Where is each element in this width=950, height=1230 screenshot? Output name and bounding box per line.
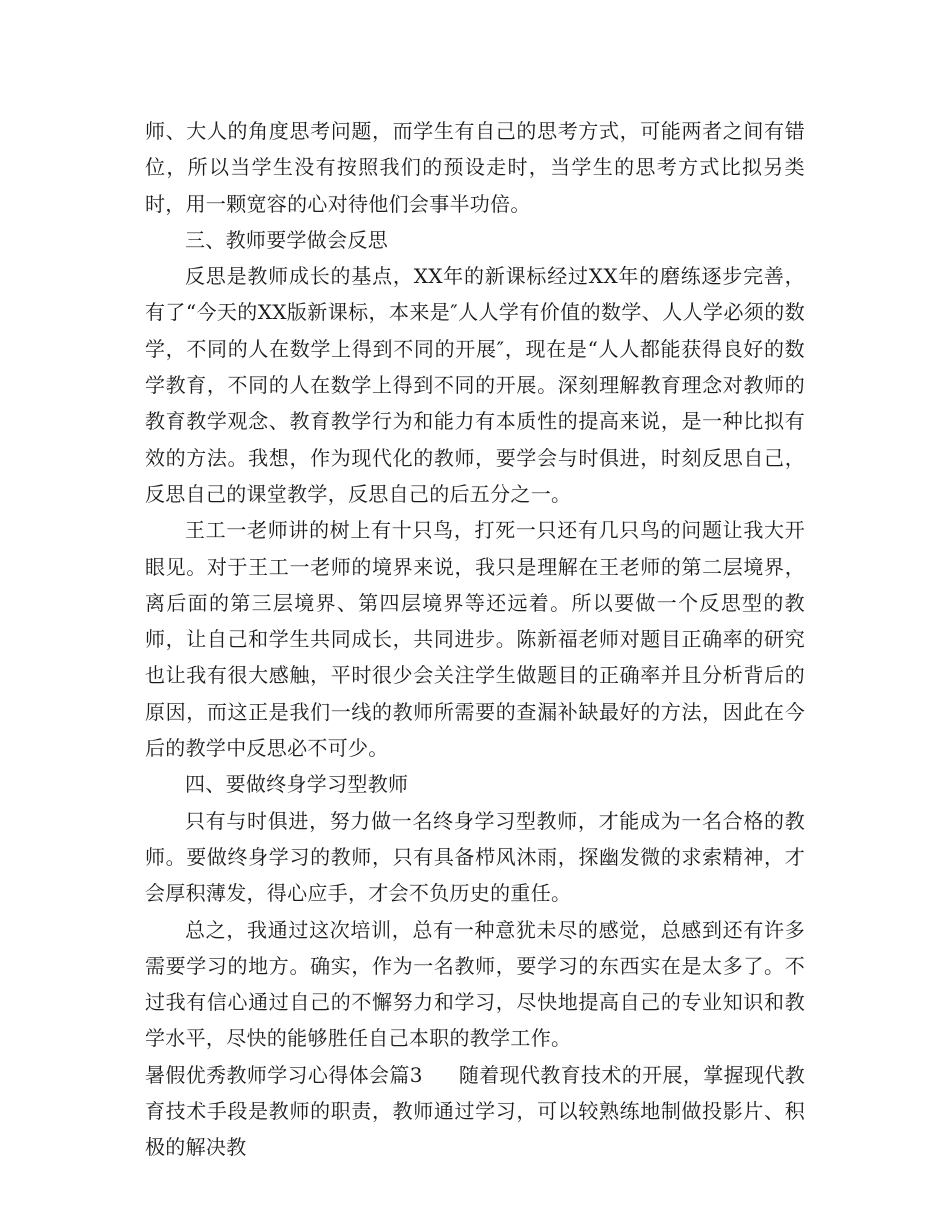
paragraph-reflection: 反思是教师成长的基点，XX年的新课标经过XX年的磨练逐步完善，有了“今天的XX版新课标，本来是″人人学有价值的数学、人人学必须的数学，不同的人在数学上得到不同的开展″，现在是“人人都能获得良好的数学教育，不同的人在数学上得到不同的开展。深刻理解教育理念对教师的教育教学观念、教育教学行为和能力有本质性的提高来说，是一种比拟有效的方法。我想，作为现代化的教师，要学会与时俱进，时刻反思自己，反思自己的课堂教学，反思自己的后五分之一。: [145, 264, 805, 506]
section-heading-lifelong-learning: 四、要做终身学习型教师: [185, 772, 409, 797]
section-heading-reflection: 三、教师要学做会反思: [185, 227, 388, 252]
paragraph-continuation: 师、大人的角度思考问题，而学生有自己的思考方式，可能两者之间有错位，所以当学生没有按照我们的预设走时，当学生的思考方式比拟另类时，用一颗宽容的心对待他们会事半功倍。: [145, 119, 805, 216]
paragraph-wang-teacher: 王工一老师讲的树上有十只鸟，打死一只还有几只鸟的问题让我大开眼见。对于王工一老师的境界来说，我只是理解在王老师的第二层境界，离后面的第三层境界、第四层境界等还远着。所以要做一个反思型的教师，让自己和学生共同成长，共同进步。陈新福老师对题目正确率的研究也让我有很大感触，平时很少会关注学生做题目的正确率并且分析背后的原因，而这正是我们一线的教师所需要的查漏补缺最好的方法，因此在今后的教学中反思必不可少。: [145, 518, 805, 761]
article-section-body: 随着现代教育技术的开展，掌握现代教育技术手段是教师的职责，教师通过学习，可以较熟练地制做投影片、积极的解决教: [145, 1062, 805, 1160]
document-body: [145, 113, 805, 1166]
paragraph-section-3: [145, 1057, 805, 1166]
paragraph-conclusion: 总之，我通过这次培训，总有一种意犹未尽的感觉，总感到还有许多需要学习的地方。确实，作为一名教师，要学习的东西实在是太多了。不过我有信心通过自己的不懈努力和学习，尽快地提高自己的专业知识和教学水平，尽快的能够胜任自己本职的教学工作。: [145, 917, 805, 1051]
article-section-title: 暑假优秀教师学习心得体会篇3: [145, 1062, 423, 1087]
paragraph-lifelong-learning: 只有与时俱进，努力做一名终身学习型教师，才能成为一名合格的教师。要做终身学习的教师，只有具备栉风沐雨，探幽发微的求索精神，才会厚积薄发，得心应手，才会不负历史的重任。: [145, 808, 805, 906]
